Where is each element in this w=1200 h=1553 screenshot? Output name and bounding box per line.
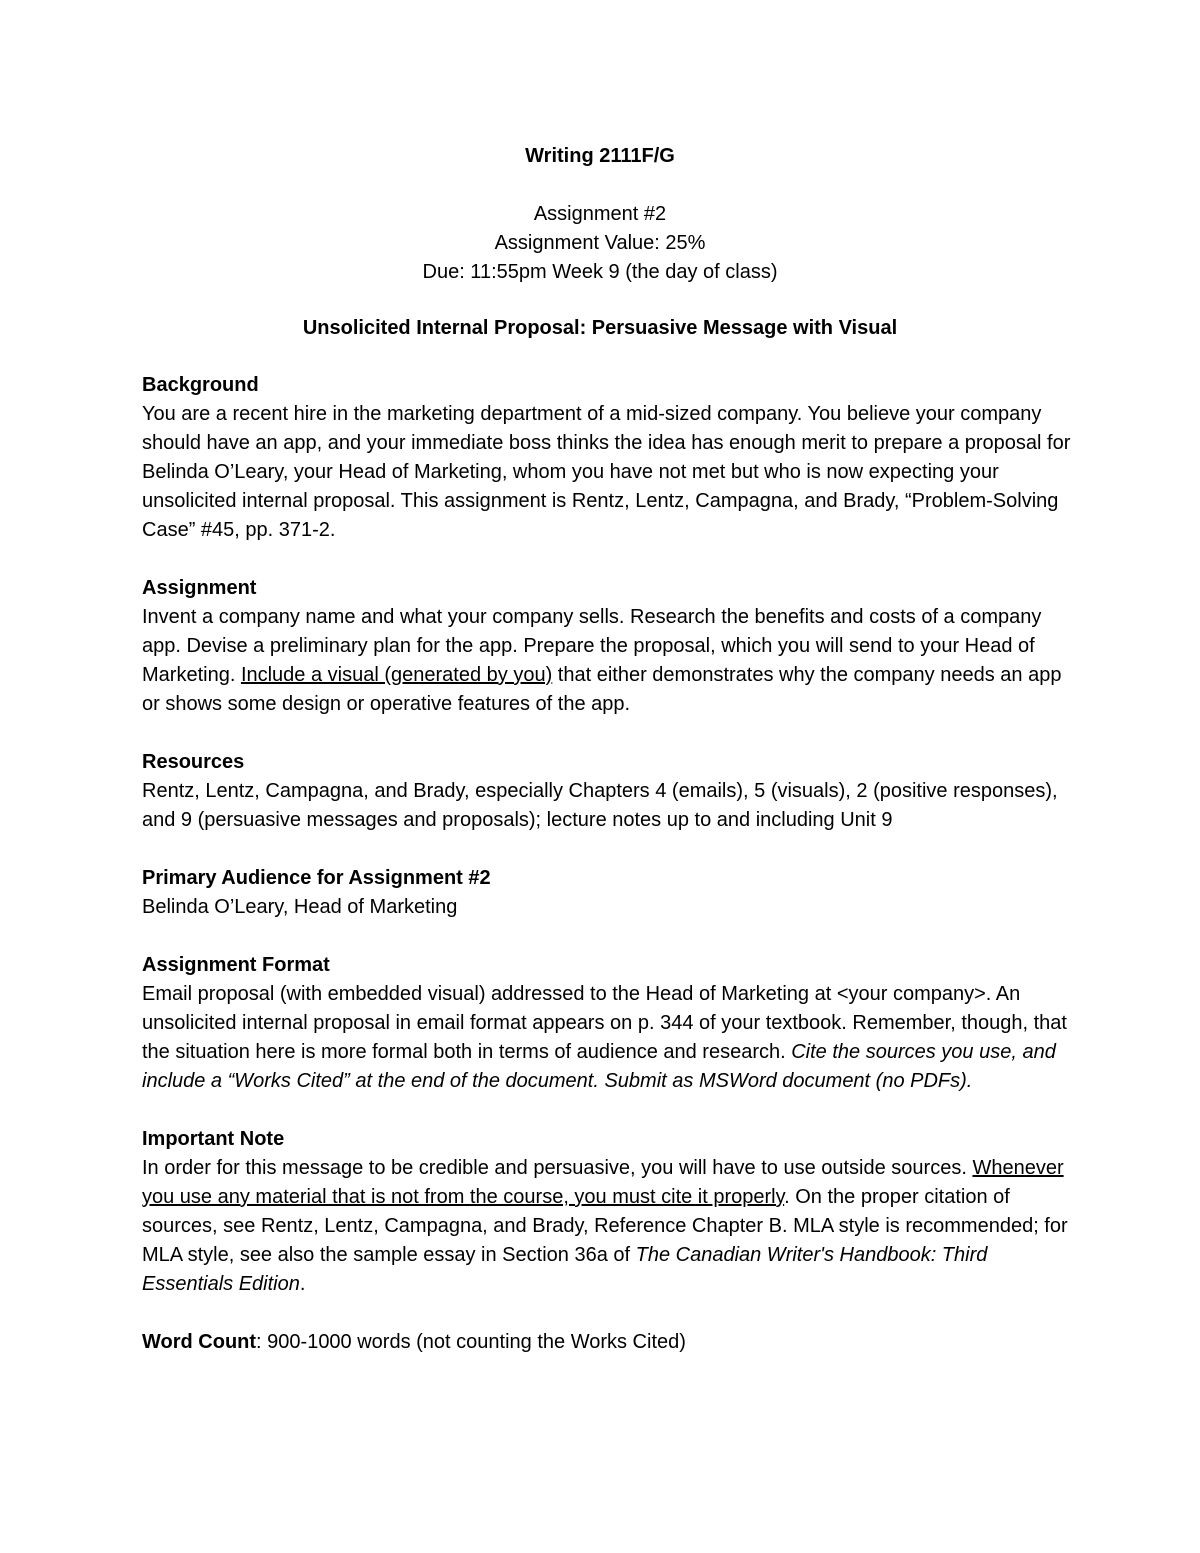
resources-heading: Resources: [142, 751, 245, 773]
format-text-italic: Cite the sources you use, and include a “Works Cited” at the end of the document. Submit as MSWord document (no PDFs).: [142, 1041, 1056, 1092]
format-heading: Assignment Format: [142, 954, 330, 976]
audience-heading: Primary Audience for Assignment #2: [142, 867, 491, 889]
background-heading: Background: [142, 374, 259, 396]
note-citation-warning: Whenever you use any material that is not from the course, you must cite it properly: [142, 1157, 1064, 1208]
word-count-text: [142, 1328, 1072, 1357]
assignment-text-intro: Invent a company name and what your company sells. Research the benefits and costs of a company app. Devise a preliminary plan for the app. Prepare the proposal, which you will send to your Head of Marketing.: [142, 606, 1042, 686]
audience-section: [142, 864, 1072, 922]
note-text-end: .: [299, 1273, 306, 1295]
document-body: [142, 371, 1072, 1386]
format-text-plain: Email proposal (with embedded visual) addressed to the Head of Marketing at <your company>. An unsolicited internal proposal in email format appears on p. 344 of your textbook. Remember, though, that the situation here is more formal both in terms of audience and research.: [142, 983, 1067, 1063]
assignment-number: Assignment #2: [533, 203, 667, 225]
background-text: You are a recent hire in the marketing department of a mid-sized company. You believe your company should have an app, and your immediate boss thinks the idea has enough merit to prepare a proposal for Belinda O’Leary, your Head of Marketing, whom you have not met but who is now expecting your unsolicited internal proposal. This assignment is Rentz, Lentz, Campagna, and Brady, “Problem-Solving Case” #45, pp. 371-2.: [142, 403, 1071, 541]
assignment-text-end: that either demonstrates why the company needs an app or shows some design or operative features of the app.: [142, 664, 1062, 715]
assignment-meta: [0, 200, 1200, 287]
assignment-section: [142, 574, 1072, 719]
format-text: [142, 980, 1072, 1096]
course-title: Writing 2111F/G: [525, 145, 675, 167]
assignment-heading: Assignment: [142, 577, 257, 599]
assignment-visual-requirement: Include a visual (generated by you): [240, 664, 553, 686]
note-text: [142, 1154, 1072, 1299]
format-section: [142, 951, 1072, 1096]
resources-text: Rentz, Lentz, Campagna, and Brady, especially Chapters 4 (emails), 5 (visuals), 2 (positive responses), and 9 (persuasive messages and proposals); lecture notes up to and including Unit 9: [142, 780, 1058, 831]
assignment-text: [142, 603, 1072, 719]
note-book-title: The Canadian Writer's Handbook: Third Essentials Edition: [142, 1244, 988, 1295]
proposal-title: Unsolicited Internal Proposal: Persuasive Message with Visual: [302, 317, 898, 339]
assignment-value: Assignment Value: 25%: [494, 232, 706, 254]
word-count-label: Word Count: [142, 1331, 257, 1353]
note-text-middle: . On the proper citation of sources, see Rentz, Lentz, Campagna, and Brady, Reference Chapter B. MLA style is recommended; for MLA style, see also the sample essay in Section 36a of: [142, 1186, 1068, 1266]
note-section: [142, 1125, 1072, 1299]
word-count-section: [142, 1328, 1072, 1357]
note-heading: Important Note: [142, 1128, 285, 1150]
resources-section: [142, 748, 1072, 835]
background-section: [142, 371, 1072, 545]
audience-text: Belinda O’Leary, Head of Marketing: [142, 896, 458, 918]
due-date: Due: 11:55pm Week 9 (the day of class): [422, 261, 778, 283]
note-text-intro: In order for this message to be credible and persuasive, you will have to use outside sources.: [142, 1157, 973, 1179]
word-count-value: : 900-1000 words (not counting the Works Cited): [256, 1331, 686, 1353]
